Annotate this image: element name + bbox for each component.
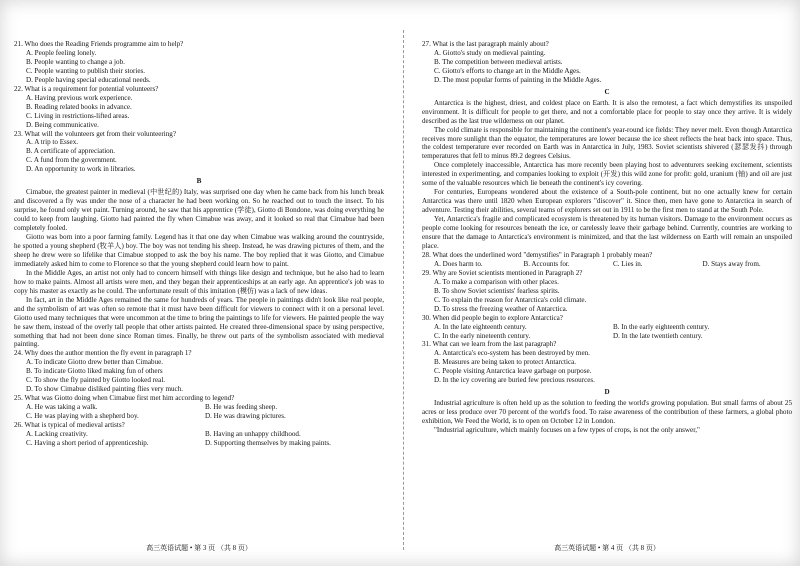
question-23-stem: 23. What will the volunteers get from their volunteering? — [14, 129, 176, 138]
question-24-option-b: B. To indicate Giotto liked making fun of others — [26, 367, 163, 376]
question-30-option-c: C. In the early nineteenth century. — [434, 331, 531, 340]
page-footer-right: 高三英语试题 • 第 4 页 （共 8 页） — [554, 544, 660, 552]
section-c-paragraph: The cold climate is responsible for maintaining the continent's year-round ice fields: They never melt. Even though Antarctica receives more sunlight than the equator, the temperatures are lower because the ice sheet reflects the heat back into space. Thus, the coldest temperature ever recorded on Earth was in Antarctica in July, 1983. Soviet scientists shivered (瑟瑟发抖) through temperatures that fell to minus 89.2 degrees Celsius. — [422, 125, 792, 161]
question-25-option-a: A. He was taking a walk. — [26, 403, 98, 412]
question-23-option-b: B. A certificate of appreciation. — [26, 147, 116, 156]
question-21-option-a: A. People feeling lonely. — [26, 48, 97, 57]
left-page-column — [14, 40, 384, 532]
section-c-paragraph: Antarctica is the highest, driest, and coldest place on Earth. It is also the remotest, a fact which demystifies its unspoiled environment. It is difficult for people to get there, and not a comfortable place for people to stay once they arrive. It is widely described as the last true wilderness on our planet. — [422, 98, 792, 125]
section-b-paragraph: Cimabue, the greatest painter in medieval (中世纪的) Italy, was surprised one day when he came back from his lunch break and discovered a fly was under the nose of a character he had been working on. So he reached out to touch the insect. To his surprise, he found only wet paint. Turning around, he saw that his apprentice (学徒), Giotto di Bondone, was doing everything he could to keep from laughing. Giotto had painted the fly when Cimabue was away, and it looked so real that Cimabue had been completely fooled. — [14, 188, 384, 233]
question-22-option-b: B. Reading related books in advance. — [26, 102, 132, 111]
section-b-paragraph: Giotto was born into a poor farming family. Legend has it that one day when Cimabue was walking around the countryside, he spotted a young shepherd (牧羊人) boy. The boy was not tending his sheep. Instead, he was drawing pictures of them, and the sheep he drew were so lifelike that Cimabue stopped to ask the boy his name. The boy replied that it was Giotto, and Cimabue immediately asked him to come to Florence so that the young shepherd could learn how to paint. — [14, 233, 384, 268]
question-29-option-d: D. To stress the freezing weather of Antarctica. — [434, 304, 568, 313]
question-28-option-c: C. Lies in. — [613, 259, 643, 268]
question-27-stem: 27. What is the last paragraph mainly about? — [422, 40, 549, 48]
section-c-paragraph: Yet, Antarctica's fragile and complicated ecosystem is threatened by its human visitors. Damage to the environment occurs as people come looking for resources beneath the ice, or carelessly leave their garbage behind. Currently, countries are working to ensure that the damage to Antarctica's environment is minimized, and that the last wilderness on Earth will remain an unspoiled place. — [422, 215, 792, 250]
question-24-option-c: C. To show the fly painted by Giotto looked real. — [26, 376, 166, 385]
section-b-heading: B — [196, 177, 202, 186]
question-22-option-a: A. Having previous work experience. — [26, 93, 133, 102]
question-29-stem: 29. Why are Soviet scientists mentioned in Paragraph 2? — [422, 268, 583, 277]
question-29-option-c: C. To explain the reason for Antarctica's cold climate. — [434, 295, 587, 304]
section-d-paragraph: Industrial agriculture is often held up as the solution to feeding the world's growing population. But small farms of about 25 acres or less produce over 70 percent of the world's food. To raise awareness of the contribution of these farmers, a global photo exhibition, We Feed the World, is to open on October 12 in London. — [422, 399, 792, 426]
question-26-options-row-2 — [26, 439, 384, 448]
question-23-option-a: A. A trip to Essex. — [26, 138, 79, 147]
question-31-stem: 31. What can we learn from the last paragraph? — [422, 340, 557, 349]
question-24-option-a: A. To indicate Giotto drew better than Cimabue. — [26, 358, 164, 367]
question-28-option-b: B. Accounts for. — [523, 259, 570, 268]
section-b-paragraph: In fact, art in the Middle Ages remained the same for hundreds of years. The people in paintings didn't look like real people, and the symbolism of art was often so remote that it must have been difficult for viewers to connect with it on a personal level. Giotto used many techniques that were uncommon at the time to bring the paintings to life for viewers. He painted people the way he saw them, instead of the overly tall people that other artists painted. He created three-dimensional space by using perspective, something that had not been done since Roman times. Finally, he threw out parts of the symbolism associated with medieval painting. — [14, 295, 384, 349]
question-28-options-row — [434, 260, 792, 269]
question-26-option-d: D. Supporting themselves by making paints. — [205, 438, 331, 447]
question-31-option-b: B. Measures are being taken to protect Antarctica. — [434, 358, 577, 367]
question-25-option-b: B. He was feeding sheep. — [205, 403, 278, 412]
question-26-options-row-1 — [26, 430, 384, 439]
question-25-option-d: D. He was drawing pictures. — [205, 412, 286, 421]
section-c-paragraph: Once completely inaccessible, Antarctica has more recently been playing host to adventurers seeking excitement, scientists interested in experimenting, and companies looking to exploit (开发) this wild zone for profit: gold, uranium (铀) and oil are just some of the valuable resources which lie beneath the continent's icy covering. — [422, 161, 792, 188]
question-26-stem: 26. What is typical of medieval artists? — [14, 421, 125, 430]
question-31-option-d: D. In the icy covering are buried few precious resources. — [434, 376, 595, 385]
question-26-option-b: B. Having an unhappy childhood. — [205, 429, 301, 438]
question-26-option-c: C. Having a short period of apprenticeship. — [26, 438, 149, 447]
question-31-option-c: C. People visiting Antarctica leave garbage on purpose. — [434, 367, 592, 376]
question-30-option-b: B. In the early eighteenth century. — [613, 322, 710, 331]
question-23-option-c: C. A fund from the government. — [26, 156, 117, 165]
question-21-option-d: D. People having special educational needs. — [26, 75, 151, 84]
question-30-option-d: D. In the late twentieth century. — [613, 331, 703, 340]
question-30-stem: 30. When did people begin to explore Antarctica? — [422, 313, 563, 322]
question-28-stem: 28. What does the underlined word "demystifies" in Paragraph 1 probably mean? — [422, 250, 653, 259]
question-27-option-c: C. Giotto's efforts to change art in the Middle Ages. — [434, 66, 581, 75]
question-29-option-a: A. To make a comparison with other places. — [434, 277, 559, 286]
question-21-option-b: B. People wanting to change a job. — [26, 57, 125, 66]
question-27-option-a: A. Giotto's study on medieval painting. — [434, 48, 546, 57]
question-30-options-row-2 — [434, 332, 792, 341]
question-25-options-row-2 — [26, 412, 384, 421]
question-29-option-b: B. To show Soviet scientists' fearless spirits. — [434, 286, 560, 295]
right-page-column — [422, 40, 792, 532]
question-27-option-d: D. The most popular forms of painting in the Middle Ages. — [434, 75, 602, 84]
question-30-option-a: A. In the late eighteenth century. — [434, 322, 527, 331]
question-27-option-b: B. The competition between medieval artists. — [434, 57, 563, 66]
question-31-option-a: A. Antarctica's eco-system has been destroyed by men. — [434, 349, 590, 358]
question-21-option-c: C. People wanting to publish their stories. — [26, 66, 146, 75]
page-footer-left: 高三英语试题 • 第 3 页 （共 8 页） — [146, 544, 252, 552]
question-22-option-c: C. Living in restrictions-lifted areas. — [26, 111, 130, 120]
question-25-option-c: C. He was playing with a shepherd boy. — [26, 412, 139, 421]
question-28-option-a: A. Does harm to. — [434, 259, 483, 268]
question-24-stem: 24. Why does the author mention the fly event in paragraph 1? — [14, 349, 192, 358]
question-22-option-d: D. Being communicative. — [26, 120, 99, 129]
question-25-options-row-1 — [26, 403, 384, 412]
question-28-option-d: D. Stays away from. — [702, 259, 761, 268]
section-d-paragraph: "Industrial agriculture, which mainly focuses on a few types of crops, is not the only answer," — [434, 426, 700, 435]
section-d-heading: D — [604, 388, 610, 397]
question-22-stem: 22. What is a requirement for potential volunteers? — [14, 84, 159, 93]
question-26-option-a: A. Lacking creativity. — [26, 429, 88, 438]
question-30-options-row-1 — [434, 323, 792, 332]
question-23-option-d: D. An opportunity to work in libraries. — [26, 165, 136, 174]
column-divider — [403, 30, 404, 550]
section-b-paragraph: In the Middle Ages, an artist not only had to concern himself with things like design and technique, but he also had to learn how to make paints. Almost all artists were men, and they began their apprenticeships at an early age. An apprentice's job was to copy his master as exactly as he could. The unfortunate result of this imitation (模仿) was a lack of new ideas. — [14, 268, 384, 295]
question-24-option-d: D. To show Cimabue disliked painting flies very much. — [26, 385, 183, 394]
question-25-stem: 25. What was Giotto doing when Cimabue first met him according to legend? — [14, 394, 235, 403]
section-c-heading: C — [604, 87, 610, 96]
section-c-paragraph: For centuries, Europeans wondered about the existence of a South-pole continent, but no one actually knew for certain Antarctica was there until 1820 when European explorers "discover" it. Since then, men have gone to Antarctica in search of adventure. Testing their abilities, several teams of explorers set out in 1911 to be the first men to stand at the South Pole. — [422, 188, 792, 215]
question-21-stem: 21. Who does the Reading Friends programme aim to help? — [14, 40, 184, 48]
